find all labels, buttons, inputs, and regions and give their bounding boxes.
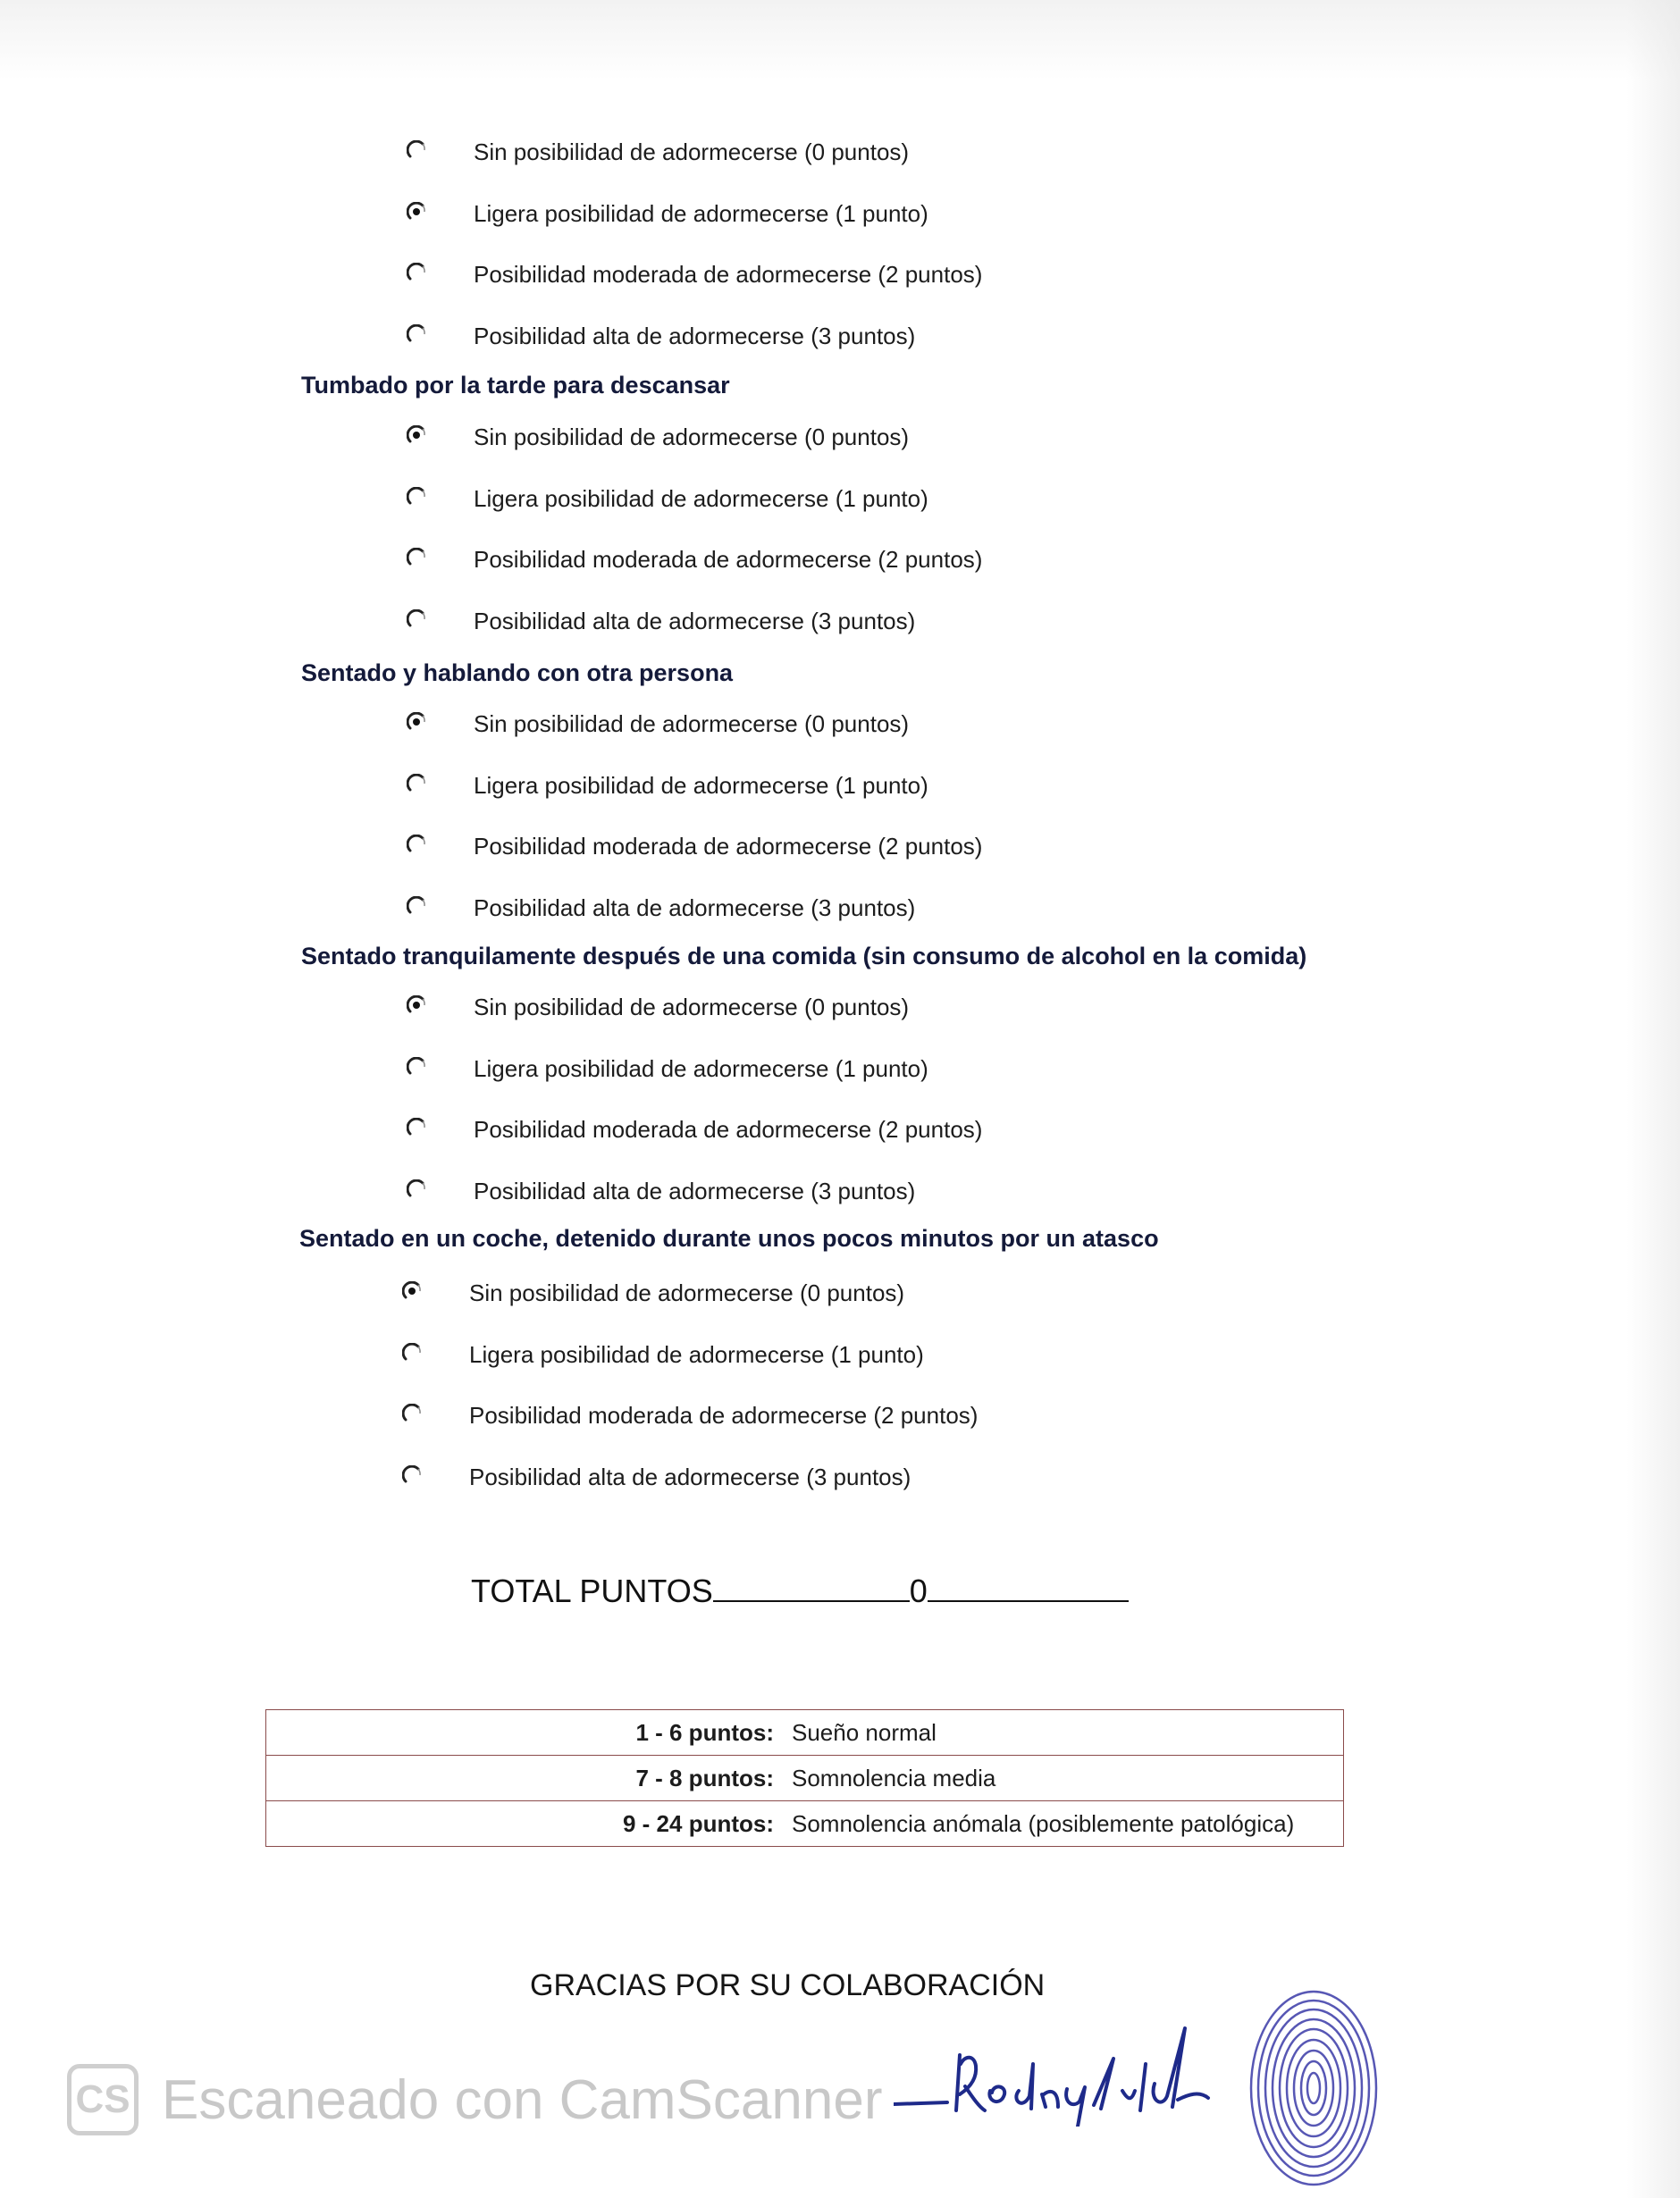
option-label: Ligera posibilidad de adormecerse (1 punto)	[474, 1055, 928, 1082]
option-label: Ligera posibilidad de adormecerse (1 punto)	[474, 485, 928, 512]
legend-range: 9 - 24 puntos:	[266, 1801, 785, 1847]
radio-button-icon[interactable]	[407, 487, 426, 507]
option-row[interactable]	[407, 994, 1390, 1029]
option-label: Ligera posibilidad de adormecerse (1 punto)	[469, 1341, 924, 1368]
option-label: Posibilidad moderada de adormecerse (2 puntos)	[469, 1402, 979, 1429]
option-row[interactable]	[402, 1402, 1385, 1438]
option-row[interactable]	[402, 1464, 1385, 1499]
option-label: Posibilidad moderada de adormecerse (2 puntos)	[474, 261, 983, 288]
option-row[interactable]	[407, 608, 1390, 643]
option-row[interactable]	[407, 546, 1390, 582]
radio-button-icon[interactable]	[407, 896, 426, 916]
option-label: Posibilidad alta de adormecerse (3 puntos)	[474, 1178, 916, 1204]
legend-description: Sueño normal	[785, 1710, 1344, 1756]
radio-button-icon[interactable]	[407, 263, 426, 282]
option-label: Posibilidad alta de adormecerse (3 puntos)	[474, 894, 916, 921]
question-title: Tumbado por la tarde para descansar	[301, 372, 730, 398]
radio-button-icon[interactable]	[402, 1404, 422, 1423]
total-points	[471, 1573, 1129, 1610]
option-row[interactable]	[407, 1178, 1390, 1213]
option-row[interactable]	[402, 1279, 1385, 1315]
radio-button-icon[interactable]	[407, 324, 426, 344]
option-row[interactable]	[407, 323, 1390, 358]
total-underline-left	[713, 1573, 910, 1602]
legend-row	[266, 1710, 1344, 1756]
option-label: Posibilidad moderada de adormecerse (2 puntos)	[474, 1116, 983, 1143]
score-legend-table	[265, 1709, 1344, 1847]
watermark-text: Escaneado con CamScanner	[162, 2068, 883, 2131]
total-label: TOTAL PUNTOS	[471, 1573, 713, 1609]
radio-button-icon[interactable]	[407, 548, 426, 567]
option-label: Posibilidad moderada de adormecerse (2 puntos)	[474, 546, 983, 573]
option-row[interactable]	[407, 200, 1390, 236]
radio-button-icon[interactable]	[402, 1343, 422, 1363]
question-title: Sentado en un coche, detenido durante unos pocos minutos por un atasco	[299, 1225, 1159, 1252]
option-row[interactable]	[407, 424, 1390, 459]
legend-description: Somnolencia media	[785, 1756, 1344, 1801]
camscanner-watermark	[67, 2060, 882, 2140]
fingerprint-icon	[1247, 1988, 1381, 2189]
option-row[interactable]	[407, 1116, 1390, 1152]
legend-row	[266, 1756, 1344, 1801]
legend-row	[266, 1801, 1344, 1847]
radio-selected-icon[interactable]	[402, 1281, 422, 1301]
option-row[interactable]	[407, 138, 1390, 174]
signature	[894, 2001, 1233, 2127]
radio-button-icon[interactable]	[407, 774, 426, 793]
radio-selected-icon[interactable]	[407, 202, 426, 222]
radio-selected-icon[interactable]	[407, 425, 426, 445]
legend-description: Somnolencia anómala (posiblemente patológica)	[785, 1801, 1344, 1847]
option-label: Ligera posibilidad de adormecerse (1 punto)	[474, 772, 928, 799]
radio-button-icon[interactable]	[407, 609, 426, 629]
legend-range: 7 - 8 puntos:	[266, 1756, 785, 1801]
radio-button-icon[interactable]	[407, 1057, 426, 1077]
camscanner-logo-icon: CS	[67, 2064, 139, 2135]
option-row[interactable]	[407, 1055, 1390, 1091]
option-label: Posibilidad moderada de adormecerse (2 puntos)	[474, 833, 983, 860]
radio-button-icon[interactable]	[407, 1118, 426, 1137]
option-label: Posibilidad alta de adormecerse (3 puntos)	[469, 1464, 911, 1490]
legend-range: 1 - 6 puntos:	[266, 1710, 785, 1756]
radio-button-icon[interactable]	[407, 835, 426, 854]
total-underline-right	[928, 1573, 1129, 1602]
option-label: Sin posibilidad de adormecerse (0 puntos)	[469, 1279, 905, 1306]
radio-button-icon[interactable]	[407, 140, 426, 160]
option-row[interactable]	[407, 833, 1390, 868]
option-label: Sin posibilidad de adormecerse (0 puntos)	[474, 994, 910, 1020]
option-label: Sin posibilidad de adormecerse (0 puntos)	[474, 138, 910, 165]
option-label: Posibilidad alta de adormecerse (3 puntos)	[474, 323, 916, 349]
radio-selected-icon[interactable]	[407, 995, 426, 1015]
radio-button-icon[interactable]	[402, 1465, 422, 1485]
question-title: Sentado y hablando con otra persona	[301, 659, 734, 686]
option-row[interactable]	[407, 261, 1390, 297]
option-row[interactable]	[407, 772, 1390, 808]
option-row[interactable]	[407, 485, 1390, 521]
option-label: Sin posibilidad de adormecerse (0 puntos)	[474, 710, 910, 737]
radio-button-icon[interactable]	[407, 1179, 426, 1199]
radio-selected-icon[interactable]	[407, 712, 426, 732]
thanks-message: GRACIAS POR SU COLABORACIÓN	[530, 1968, 1046, 2002]
paper-edge-shadow	[1626, 0, 1680, 2198]
option-label: Sin posibilidad de adormecerse (0 puntos)	[474, 424, 910, 450]
question-title: Sentado tranquilamente después de una comida (sin consumo de alcohol en la comida)	[301, 943, 1307, 969]
option-row[interactable]	[407, 710, 1390, 746]
total-value: 0	[909, 1573, 928, 1609]
option-row[interactable]	[402, 1341, 1385, 1377]
option-label: Ligera posibilidad de adormecerse (1 punto)	[474, 200, 928, 227]
option-row[interactable]	[407, 894, 1390, 930]
option-label: Posibilidad alta de adormecerse (3 puntos)	[474, 608, 916, 634]
